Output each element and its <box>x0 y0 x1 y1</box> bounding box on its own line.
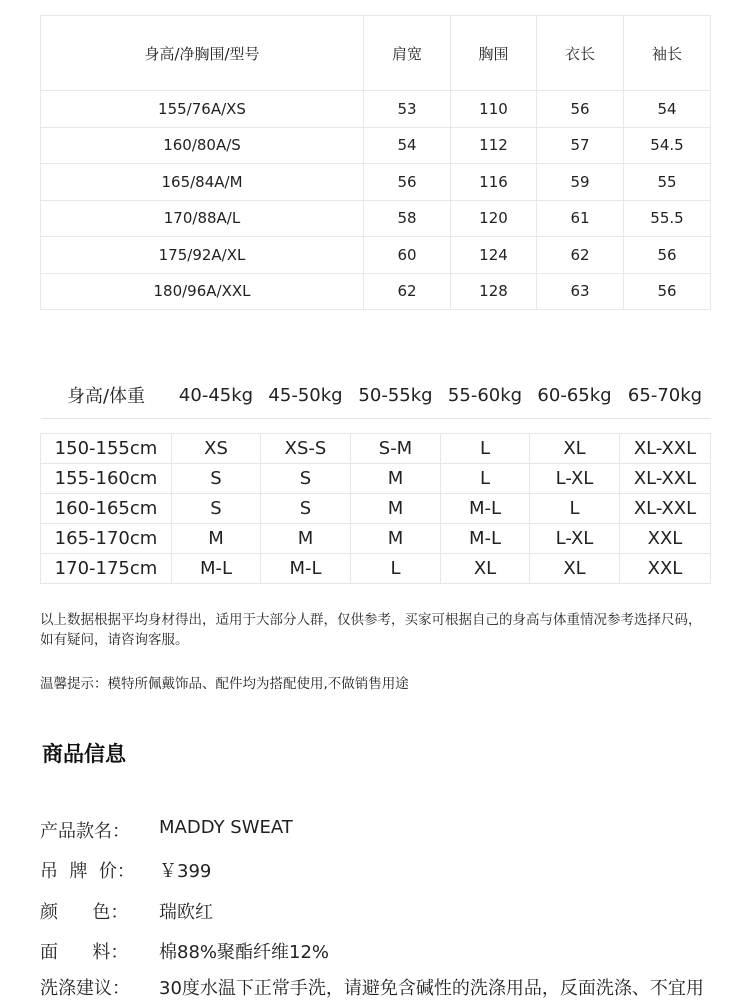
table-cell: 116 <box>451 164 537 201</box>
table-cell: 54.5 <box>624 127 711 164</box>
table-cell: 61 <box>537 200 624 237</box>
table-row <box>41 464 711 494</box>
table-cell: XL <box>441 554 530 584</box>
table-cell: S-M <box>351 434 441 464</box>
table-cell: L-XL <box>530 464 620 494</box>
table-cell: 175/92A/XL <box>41 237 364 274</box>
header-height-bust-size: 身高/净胸围/型号 <box>41 16 364 91</box>
header-weight-range: 40-45kg <box>172 372 261 419</box>
table-cell: XS-S <box>261 434 351 464</box>
table-cell: M <box>351 524 441 554</box>
table-row <box>41 237 711 274</box>
table-cell: 150-155cm <box>41 434 172 464</box>
table-cell: M <box>351 494 441 524</box>
table-row <box>41 554 711 584</box>
header-weight-range: 55-60kg <box>441 372 530 419</box>
height-weight-header-row <box>41 372 711 419</box>
table-cell: 120 <box>451 200 537 237</box>
table-cell: 160-165cm <box>41 494 172 524</box>
table-cell: XL-XXL <box>620 434 711 464</box>
table-cell: 56 <box>624 273 711 310</box>
header-weight-range: 50-55kg <box>351 372 441 419</box>
table-cell: 54 <box>624 91 711 128</box>
table-cell: 55.5 <box>624 200 711 237</box>
table-row <box>41 494 711 524</box>
table-cell: M <box>351 464 441 494</box>
table-cell: 56 <box>364 164 451 201</box>
table-cell: XL-XXL <box>620 464 711 494</box>
table-cell: 60 <box>364 237 451 274</box>
table-cell: 180/96A/XXL <box>41 273 364 310</box>
table-cell: M-L <box>172 554 261 584</box>
table-cell: XL-XXL <box>620 494 711 524</box>
header-height-weight: 身高/体重 <box>41 372 172 419</box>
table-cell: 56 <box>537 91 624 128</box>
header-sleeve: 袖长 <box>624 16 711 91</box>
table-cell: M <box>261 524 351 554</box>
header-length: 衣长 <box>537 16 624 91</box>
table-cell: 56 <box>624 237 711 274</box>
color-label: 颜 色： <box>40 902 129 923</box>
table-cell: 112 <box>451 127 537 164</box>
table-cell: M <box>172 524 261 554</box>
height-weight-table <box>40 372 711 584</box>
washing-label: 洗涤建议： <box>40 978 130 999</box>
table-row <box>41 164 711 201</box>
table-row <box>41 524 711 554</box>
table-cell: 165-170cm <box>41 524 172 554</box>
table-cell: 160/80A/S <box>41 127 364 164</box>
table-cell: 55 <box>624 164 711 201</box>
table-cell: L <box>351 554 441 584</box>
table-cell: L-XL <box>530 524 620 554</box>
table-row <box>41 127 711 164</box>
product-info-title: 商品信息 <box>42 742 126 766</box>
table-cell: XXL <box>620 524 711 554</box>
table-cell: XS <box>172 434 261 464</box>
table-cell: 155/76A/XS <box>41 91 364 128</box>
table-cell: M-L <box>261 554 351 584</box>
header-weight-range: 45-50kg <box>261 372 351 419</box>
table-cell: 124 <box>451 237 537 274</box>
washing-value: 30度水温下正常手洗，请避免含碱性的洗涤用品，反面洗涤、不宜用 <box>159 978 704 999</box>
table-cell: S <box>261 464 351 494</box>
table-cell: 59 <box>537 164 624 201</box>
table-cell: 53 <box>364 91 451 128</box>
table-cell: 58 <box>364 200 451 237</box>
header-weight-range: 60-65kg <box>530 372 620 419</box>
table-cell: 54 <box>364 127 451 164</box>
tag-price-label: 吊 牌 价： <box>40 861 135 882</box>
size-disclaimer: 以上数据根据平均身材得出，适用于大部分人群，仅供参考，买家可根据自己的身高与体重情况参考选择尺码，如有疑问，请咨询客服。 <box>40 612 702 648</box>
product-name-value: MADDY SWEAT <box>159 817 293 838</box>
table-cell: S <box>261 494 351 524</box>
table-cell: L <box>441 434 530 464</box>
table-cell: 62 <box>537 237 624 274</box>
size-chart-header-row <box>41 16 711 91</box>
tag-price-value: ￥399 <box>159 861 212 882</box>
table-cell: 63 <box>537 273 624 310</box>
table-cell: S <box>172 464 261 494</box>
table-cell: 128 <box>451 273 537 310</box>
header-weight-range: 65-70kg <box>620 372 711 419</box>
table-cell: S <box>172 494 261 524</box>
table-cell: L <box>530 494 620 524</box>
table-cell: L <box>441 464 530 494</box>
header-bust: 胸围 <box>451 16 537 91</box>
table-cell: 155-160cm <box>41 464 172 494</box>
table-row <box>41 91 711 128</box>
table-cell: 57 <box>537 127 624 164</box>
header-shoulder: 肩宽 <box>364 16 451 91</box>
size-chart-table <box>40 15 711 310</box>
accessory-tip: 温馨提示：模特所佩戴饰品、配件均为搭配使用,不做销售用途 <box>40 676 409 692</box>
table-cell: XXL <box>620 554 711 584</box>
fabric-value: 棉88%聚酯纤维12% <box>159 942 330 963</box>
table-cell: XL <box>530 434 620 464</box>
product-name-label: 产品款名： <box>40 821 130 842</box>
table-cell: M-L <box>441 494 530 524</box>
table-cell: 62 <box>364 273 451 310</box>
table-row <box>41 434 711 464</box>
table-row <box>41 200 711 237</box>
color-value: 瑞欧红 <box>159 902 213 923</box>
table-cell: 110 <box>451 91 537 128</box>
table-cell: 170-175cm <box>41 554 172 584</box>
table-cell: 165/84A/M <box>41 164 364 201</box>
table-cell: M-L <box>441 524 530 554</box>
table-cell: 170/88A/L <box>41 200 364 237</box>
fabric-label: 面 料： <box>40 942 129 963</box>
table-cell: XL <box>530 554 620 584</box>
table-row <box>41 273 711 310</box>
